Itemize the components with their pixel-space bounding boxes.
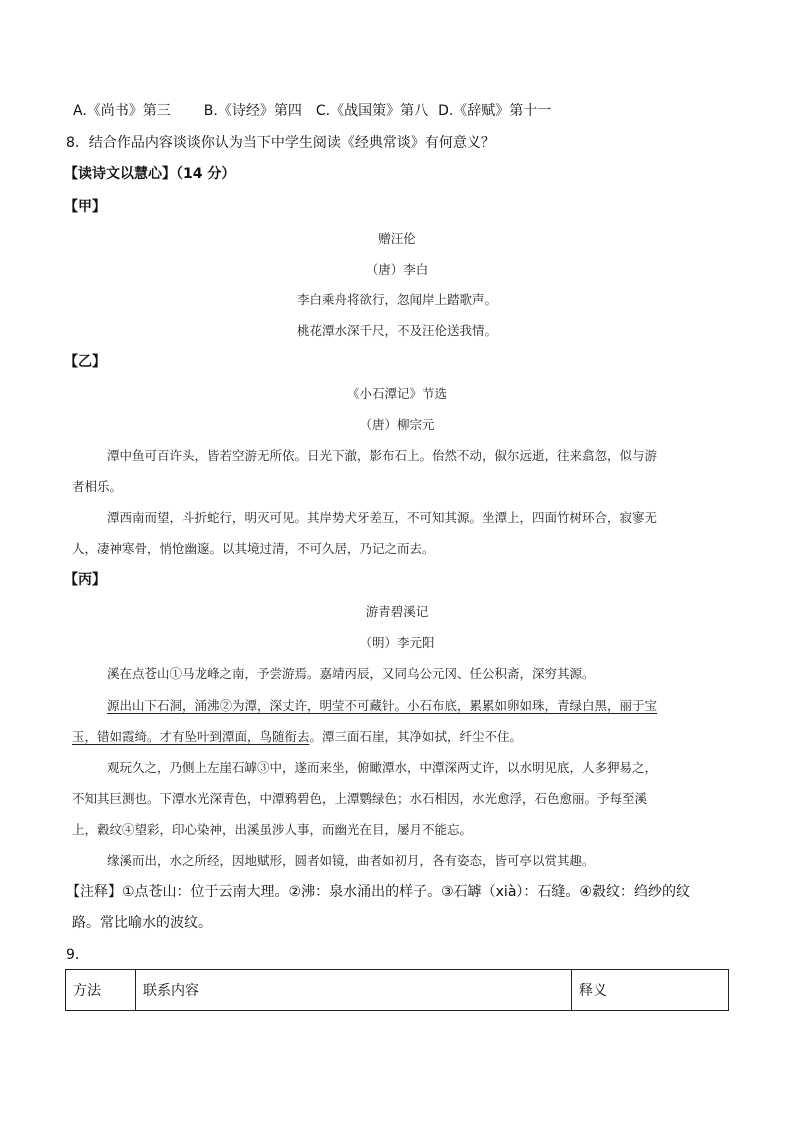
yi-title: 《小石潭记》节选 [346,386,447,401]
yi-paragraph-2-line-2: 人，凄神寒骨，悄怆幽邃。以其境过清，不可久居，乃记之而去。 [72,541,435,556]
bing-title: 游青碧溪记 [365,604,429,619]
bing-paragraph-3-line-3: 上，縠纹④望彩，印心染神，出溪虽涉人事，而幽光在目，屡月不能忘。 [72,822,473,837]
bing-paragraph-4: 缘溪而出，水之所经，因地赋形，圆者如镜，曲者如初月，各有姿态，皆可亭以赏其趣。 [107,853,595,868]
question-9-label: 9． [66,947,89,963]
poem-author: （唐）李白 [365,262,429,277]
label-jia: 【甲】 [64,199,106,215]
annotations-line-1: 【注释】①点苍山：位于云南大理。②沸：泉水涌出的样子。③石罅（xià）：石缝。④縠纹：绉纱的纹 [66,884,690,900]
yi-paragraph-1-line-1: 潭中鱼可百许头，皆若空游无所依。日光下澈，影布石上。佁然不动，俶尔远逝，往来翕忽，似与游 [107,448,658,463]
q7-option-d: D.《辞赋》第十一 [438,103,552,119]
question-9-table [65,969,729,1011]
yi-author: （唐）柳宗元 [359,417,435,432]
question-8: 8．结合作品内容谈谈你认为当下中学生阅读《经典常谈》有何意义？ [66,135,495,151]
q7-option-b: B.《诗经》第四 [203,103,302,119]
bing-paragraph-1: 溪在点苍山①马龙峰之南，予尝游焉。嘉靖丙辰，又同乌公元冈、任公积斋，深穷其源。 [107,666,595,681]
q7-option-a: A.《尚书》第三 [73,103,171,119]
header-method: 方法 [66,970,136,1011]
bing-paragraph-2-line-2 [72,728,522,746]
bing-paragraph-3-line-2: 不知其巨测也。下潭水光深青色，中潭鸦碧色，上潭鹦绿色；水石相因，水光愈浮，石色愈丽。予每至溪 [72,791,648,806]
plain-sentence: 。潭三面石崖，其净如拭，纤尘不住。 [309,729,523,744]
underlined-sentence: 玉，错如霞绮。才有坠叶到潭面，鸟随衔去 [72,729,310,744]
header-meaning: 释义 [572,970,729,1011]
q7-options [73,102,551,120]
poem-line-1: 李白乘舟将欲行，忽闻岸上踏歌声。 [296,292,497,307]
bing-paragraph-3-line-1: 观玩久之，乃侧上左崖石罅③中，遂而来坐，俯瞰潭水，中潭深两丈许，以水明见底，人多狎易之， [107,760,658,775]
annotations-line-2: 路。常比喻水的波纹。 [72,915,212,931]
yi-paragraph-2-line-1: 潭西南而望，斗折蛇行，明灭可见。其岸势犬牙差互，不可知其源。坐潭上，四面竹树环合，寂寥无 [107,510,658,525]
bing-author: （明）李元阳 [359,635,435,650]
bing-paragraph-2-line-1-underlined: 源出山下石洞，涌沸②为潭，深丈许，明莹不可藏针。小石布底，累累如卵如珠，青绿白黑，丽于宝 [107,698,658,713]
label-bing: 【丙】 [64,572,106,588]
section-heading: 【读诗文以慧心】（14 分） [64,166,236,182]
poem-line-2: 桃花潭水深千尺，不及汪伦送我情。 [296,323,497,338]
q7-option-c: C.《战国策》第八 [315,103,429,119]
poem-title: 赠汪伦 [378,231,416,246]
table-header-row [66,970,729,1011]
yi-paragraph-1-line-2: 者相乐。 [72,479,123,494]
header-related-content: 联系内容 [136,970,572,1011]
label-yi: 【乙】 [64,354,106,370]
